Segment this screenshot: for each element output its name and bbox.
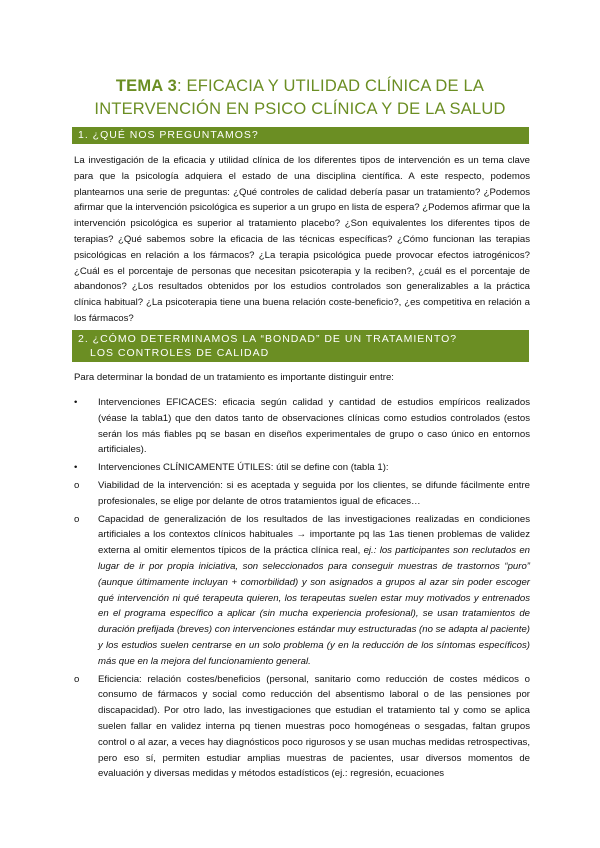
list-item-text: Intervenciones EFICACES: eficacia según calidad y cantidad de estudios empíricos realizados (véase la tabla1) que den datos tanto de observaciones clínicas como estudios controlados (estos serán los más fiables pq se basan en diseños experimentales de grupo o caso único en entornos artificiales). [98,397,530,456]
list-item-text: Capacidad de generalización de los resultados de las investigaciones realizadas en condiciones artificiales a los contextos clínicos habituales → importante pq las 1as tienen problemas de validez externa al omitir elementos típicos de la práctica clínica real, [98,513,530,557]
list-item-text: Viabilidad de la intervención: si es aceptada y seguida por los clientes, se difunde fácilmente entre profesionales, se elige por delante de otros tratamientos igual de eficaces… [98,479,530,507]
list-item-text: Eficiencia: relación costes/beneficios (personal, sanitario como reducción de costes médicos o consumo de fármacos y social como reducción del absentismo laboral o de las pensiones por discapacidad). Por otro lado, las investigaciones que estudian el tratamiento tal y como se aplica suelen fallar en validez interna pq tienen muestras poco homogéneas o sesgadas, faltan grupos control o al azar, a veces hay diagnósticos poco rigurosos y se usan muchas medidas retrospectivas, pero eso sí, permiten estudiar amplias muestras de pacientes, usar diversos momentos de evaluación y diversas medidas y métodos estadísticos (ej.: regresión, ecuaciones [98,673,530,780]
list-item [74,512,530,670]
criteria-list [74,395,530,784]
list-item [74,460,530,476]
intro-paragraph: La investigación de la eficacia y utilidad clínica de los diferentes tipos de intervención es un tema clave para que la psicología adquiera el estado de una disciplina científica. A este respecto, podemos plantearnos una serie de preguntas: ¿Qué controles de calidad debería pasar un tratamiento? ¿Podemos afirmar que la intervención psicológica es superior a un grupo en lista de espera? ¿Podemos afirmar que la intervención psicológica es superior al tratamiento placebo? ¿Son equivalentes los diferentes tipos de terapias? ¿Qué sabemos sobre la eficacia de las técnicas específicas? ¿Cómo funcionan las terapias psicológicas en relación a los fármacos? ¿La terapia psicológica puede provocar efectos iatrogénicos? ¿Cuál es el porcentaje de personas que necesitan psicoterapia y la reciben?, ¿cuál es el porcentaje de abandonos? ¿Los resultados obtenidos por los estudios controlados son generalizables a la práctica clínica habitual? ¿La psicoterapia tiene una buena relación coste-beneficio?, ¿es competitiva en relación a los fármacos? [74,155,530,324]
circle-marker: o [74,479,80,491]
section-2-paragraph: Para determinar la bondad de un tratamiento es importante distinguir entre: [74,372,394,383]
section-1-heading: 1. ¿QUÉ NOS PREGUNTAMOS? [72,127,529,144]
list-item [74,672,530,783]
section-2-heading-line1: 2. ¿CÓMO DETERMINAMOS LA “BONDAD” DE UN TRATAMIENTO? [78,333,458,345]
bullet-marker: • [74,462,78,474]
document-title [60,75,540,121]
list-item-example: ej.: los participantes son reclutados en lugar de ir por propia iniciativa, son seleccionados para conseguir muestras de trastornos “puro” (aunque últimamente incluyan + comorbilidad) y son asignados a grupos al azar sin poder escoger qué intervención ni qué terapeuta quieren, los terapeutas suelen estar muy motivados y entrenados en el programa específico a aplicar (sin mucha experiencia profesional), se usan tratamientos de duración prefijada (breves) con intervenciones estándar muy estructuradas (no se adapta al paciente) y los estudios suelen centrarse en un solo problema (y en la reducción de los síntomas específicos) más que en la mejora del funcionamiento general. [98,545,531,667]
section-2-heading-line2: LOS CONTROLES DE CALIDAD [90,347,270,359]
list-item [74,478,530,510]
title-line2: INTERVENCIÓN EN PSICO CLÍNICA Y DE LA SALUD [94,100,506,118]
title-prefix: TEMA 3 [115,77,177,95]
list-item [74,395,530,458]
title-colon: : [176,77,187,95]
title-line1: EFICACIA Y UTILIDAD CLÍNICA DE LA [186,77,485,95]
section-2-heading [72,330,529,362]
bullet-marker: • [74,397,78,408]
circle-marker: o [74,673,80,685]
circle-marker: o [74,513,80,525]
list-item-text: Intervenciones CLÍNICAMENTE ÚTILES: útil se define con (tabla 1): [98,462,389,474]
